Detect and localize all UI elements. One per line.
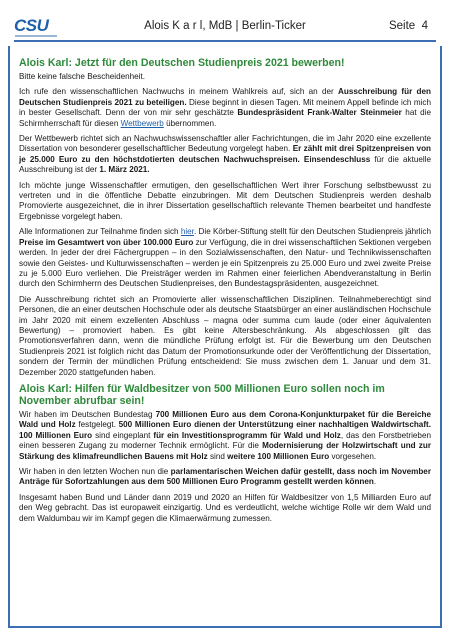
text-run: sind eingeplant [92,430,154,440]
page-word: Seite [388,20,416,32]
bold-run: 500 Millionen Euro dienen der Unterstützung einer nachhaltigen Waldwirtschaft. 100 Millionen Euro [19,420,431,440]
frame-right [440,46,442,628]
text-run: Wir haben im Deutschen Bundestag [19,409,156,419]
section1-paragraph-1: Bitte keine falsche Bescheidenheit. [19,72,146,81]
bold-run: 700 Millionen Euro aus dem Corona-Konjunkturpaket für die Bereiche Wald und Holz [19,409,431,430]
bold-run: weitere 100 Millionen Euro [227,451,330,461]
text-run: sind [207,451,228,461]
text-run: Diese beginnt in diesen Tagen. Mit meinem Appell befinde ich mich in bester Gesellschaft. Denn der von mir sehr geschätzte [19,97,431,118]
text-run: vorgesehen. [329,451,377,461]
text-run: . Die Körber-Stiftung stellt für den Deutschen Studienpreis jährlich [193,227,431,237]
section2-paragraph-3: Insgesamt haben Bund und Länder dann 2019 und 2020 an Hilfen für Waldbesitzer von 1,5 Milliarden Euro auf den Weg gebracht. Das ist europaweit einzigartig. Und es verdeutlicht, welche wichtige Rolle wir dem Wald und dem Waldumbau wir im Kampf gegen die Klimaerwärmung zumessen. [19,492,431,523]
text-run: zur Verfügung, die in drei wissenschaftlichen Sektionen vergeben werden. In jeder der drei Fächergruppen – in den Sozialwissenschaften, den Natur- und Technikwissenschaften sowie den Geistes- und Kulturwissenschaften – werden je ein Spitzenpreis zu 25.000 Euro und zwei zweite Preise zu je 5.000 Euro verliehen. Die Preisträger werden im Rahmen einer feierlichen Abendveranstaltung in Berlin durch den Schirmherrn des Deutschen Studienpreises, den Bundestagspräsidenten, ausgezeichnet. [19,237,431,289]
page-header [0,0,450,52]
logo-text: CSU [14,16,49,35]
header-divider [14,40,436,42]
frame-left [8,46,10,628]
section2-heading: Alois Karl: Hilfen für Waldbesitzer von 500 Millionen Euro sollen noch im November abrufbar sein! [19,382,385,407]
text-run: . [373,477,377,487]
page-number-label [389,20,428,32]
text-run: festgelegt. [75,420,119,430]
section1-paragraph-6: Die Ausschreibung richtet sich an Promovierte aller wissenschaftlichen Disziplinen. Teilnahmeberechtigt sind Personen, die an einer deutschen Hochschule oder als deutsche Staatsbürger an einer ausländischen Hochschule im Jahr 2020 mit einem exzellenten Abschluss – magna oder summa cum laude (oder einer äquivalenten Bewertung) – promoviert haben. Es gibt keine Altersbeschränkung. Als abgeschlossen gilt das Promotionsverfahren dann, wenn die mündliche Prüfung erfolgt ist. Für die Bewerbung um den Deutschen Studienpreis 2021 ist folglich nicht das Datum der Promotionsurkunde oder der Veröffentlichung der Dissertation, sondern der Termin der mündlichen Prüfung entscheidend: Sie muss zwischen dem 1. Januar und dem 31. Dezember 2020 stattgefunden haben. [19,294,431,377]
section1-paragraph-2 [19,87,431,129]
section1-paragraph-3 [19,134,431,176]
text-run: Alle Informationen zur Teilnahme finden sich [19,227,181,237]
header-title: Alois K a r l, MdB | Berlin-Ticker [144,20,306,32]
text-run: , das den Forstbetrieben einen besseren Zugang zu moderner Technik ermöglicht. Für die [19,430,431,451]
bold-run: 1. März 2021. [99,165,150,175]
hier-link[interactable]: hier [180,227,194,237]
section1-paragraph-4: Ich möchte junge Wissenschaftler ermutigen, den gesellschaftlichen Wert ihrer Forschung selbstbewusst zu vertreten und in die öffentliche Debatte einzubringen. Mit dem Deutschen Studienpreis werden deshalb Promovierte ausgezeichnet, die in ihrer Dissertation gesellschaftlich relevante Themen bearbeitet und handfeste Ergebnisse vorgelegt haben. [19,180,431,221]
article-body [19,57,431,529]
bold-run: Bundespräsident Frank-Walter Steinmeier [237,108,402,118]
text-run: Wir haben in den letzten Wochen nun die [19,467,171,476]
bold-run: Ausschreibung für den Deutschen Studienpreis 2021 zu beteiligen. [19,87,431,107]
section2-paragraph-1 [19,410,431,462]
bold-run: für ein Investitionsprogramm für Wald und Holz [153,430,341,440]
logo-underline [15,35,57,37]
frame-bottom [8,626,442,628]
section1-heading: Alois Karl: Jetzt für den Deutschen Studienpreis 2021 bewerben! [19,57,345,69]
section1-paragraph-5 [19,227,431,289]
text-run: für die aktuelle Ausschreibung ist der [19,154,431,175]
bold-run: Preise im Gesamtwert von über 100.000 Euro [19,237,194,247]
section2-paragraph-2 [19,467,431,488]
text-run: Der Wettbewerb richtet sich an Nachwuchswissenschaftler aller Fachrichtungen, die im Jahr 2020 eine exzellente Dissertation von besonderer gesellschaftlicher Bedeutung vorgelegt haben. [19,134,431,154]
bold-run: Er zählt mit drei Spitzenpreisen von je 25.000 Euro zu den höchstdotierten deutschen Nachwuchspreisen. Einsendeschluss [19,144,432,164]
text-run: Ich rufe den wissenschaftlichen Nachwuchs in meinem Wahlkreis auf, sich an der [19,87,338,97]
text-run: übernommen. [163,118,217,128]
wettbewerb-link[interactable]: Wettbewerb [120,118,164,128]
text-run: hat die Schirmherrschaft für diesen [19,108,431,128]
page-number: 4 [421,20,428,32]
bold-run: Modernisierung der Holzwirtschaft und zur Stärkung des klimafreundlichen Bauens mit Holz [19,441,431,461]
bold-run: parlamentarischen Weichen dafür gestellt, dass noch im November Anträge für Sofortzahlungen aus dem 500 Millionen Euro Programm gestellt werden können [19,467,431,487]
